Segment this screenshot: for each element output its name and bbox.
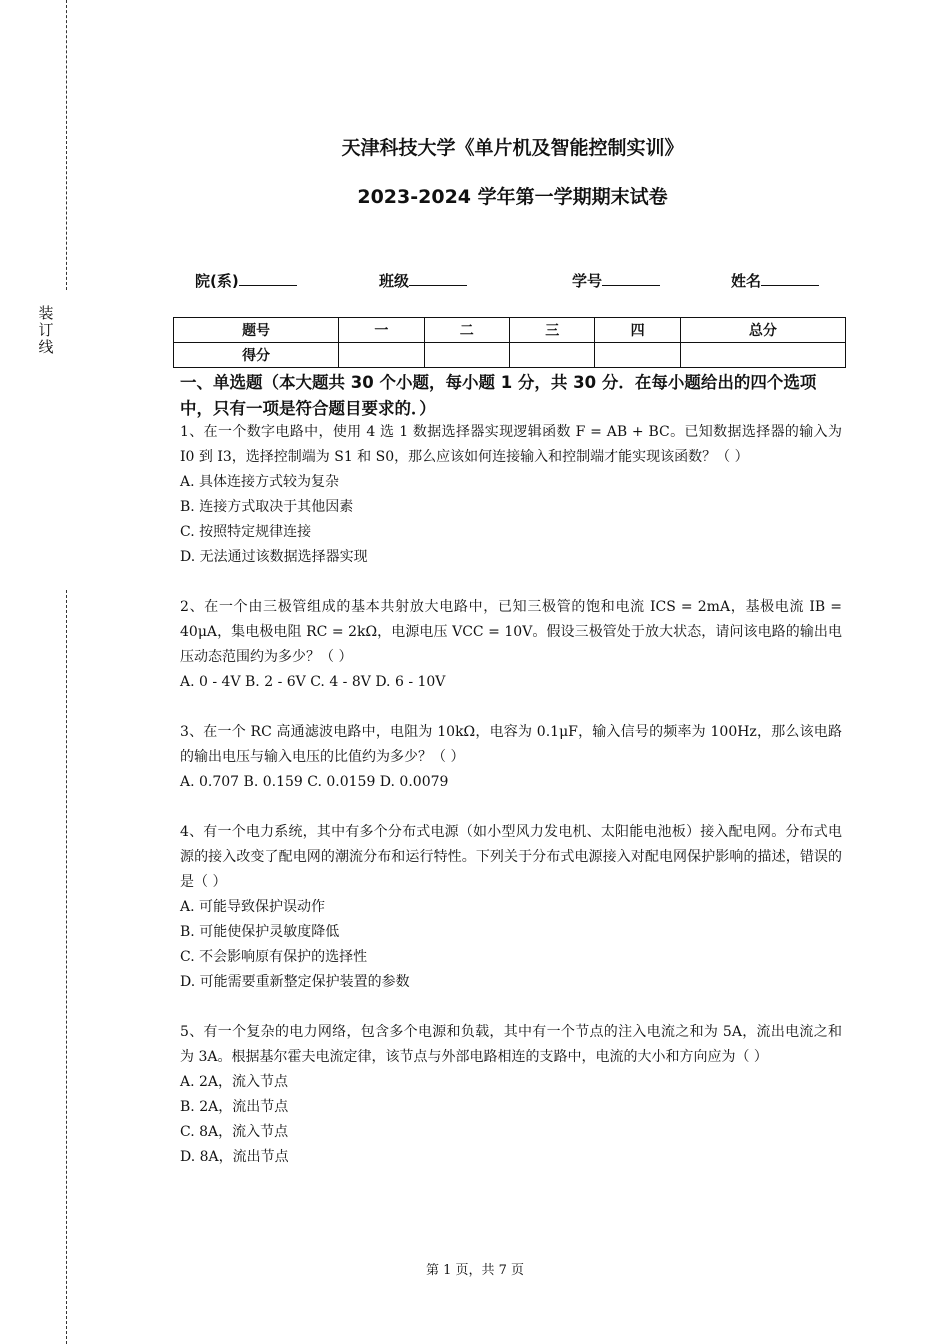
option: A. 可能导致保护误动作: [180, 899, 326, 915]
option: A. 具体连接方式较为复杂: [180, 474, 340, 490]
spacer: [180, 795, 842, 820]
class-label: 班级: [379, 272, 410, 290]
score-table-score-row: [174, 343, 846, 368]
option: D. 无法通过该数据选择器实现: [180, 549, 368, 565]
score-header-cell: 一: [339, 318, 424, 343]
section-heading: 一、单选题（本大题共 30 个小题，每小题 1 分，共 30 分．在每小题给出的四个选项中，只有一项是符合题目要求的．）: [180, 373, 817, 418]
student-info-row: [195, 270, 835, 292]
option: C. 8A，流入节点: [180, 1124, 289, 1140]
score-cell[interactable]: [680, 343, 845, 368]
score-row-label: 得分: [174, 343, 339, 368]
option: A. 0 - 4V B. 2 - 6V C. 4 - 8V D. 6 - 10V: [180, 674, 446, 690]
binding-line-top: [66, 0, 67, 290]
exam-subtitle: 2023-2024 学年第一学期期末试卷: [357, 186, 668, 208]
score-header-cell: 三: [509, 318, 594, 343]
questions-body: [180, 420, 842, 1170]
binding-char: 订: [38, 321, 54, 339]
option: B. 连接方式取决于其他因素: [180, 499, 354, 515]
score-header-cell: 总分: [680, 318, 845, 343]
question-stem: 5、有一个复杂的电力网络，包含多个电源和负载，其中有一个节点的注入电流之和为 5A，流出电流之和为 3A。根据基尔霍夫电流定律，该节点与外部电路相连的支路中，电流的大小和方向应为（ ）: [180, 1024, 842, 1065]
college-field[interactable]: [195, 270, 297, 291]
question-stem: 4、有一个电力系统，其中有多个分布式电源（如小型风力发电机、太阳能电池板）接入配电网。分布式电源的接入改变了配电网的潮流分布和运行特性。下列关于分布式电源接入对配电网保护影响的描述，错误的是（ ）: [180, 824, 842, 890]
option: C. 按照特定规律连接: [180, 524, 312, 540]
binding-line-bottom: [66, 590, 67, 1344]
binding-char: 装: [38, 304, 54, 322]
spacer: [180, 695, 842, 720]
binding-char: 线: [38, 338, 54, 356]
page-footer: 第 1 页，共 7 页: [425, 1263, 525, 1278]
student-id-field[interactable]: [572, 270, 660, 291]
student-id-label: 学号: [572, 272, 603, 290]
score-header-cell: 题号: [174, 318, 339, 343]
score-cell[interactable]: [595, 343, 680, 368]
spacer: [180, 570, 842, 595]
binding-label: [38, 305, 54, 356]
name-field[interactable]: [731, 270, 819, 291]
option: C. 不会影响原有保护的选择性: [180, 949, 368, 965]
class-field[interactable]: [379, 270, 467, 291]
option: D. 可能需要重新整定保护装置的参数: [180, 974, 410, 990]
spacer: [180, 995, 842, 1020]
college-blank[interactable]: [239, 271, 297, 286]
question-stem: 3、在一个 RC 高通滤波电路中，电阻为 10kΩ，电容为 0.1μF，输入信号的频率为 100Hz，那么该电路的输出电压与输入电压的比值约为多少？（ ）: [180, 724, 842, 765]
option: A. 2A，流入节点: [180, 1074, 289, 1090]
name-blank[interactable]: [761, 271, 819, 286]
score-cell[interactable]: [339, 343, 424, 368]
question-stem: 1、在一个数字电路中，使用 4 选 1 数据选择器实现逻辑函数 F = AB + BC。已知数据选择器的输入为 I0 到 I3，选择控制端为 S1 和 S0，那么应该如何连接输入和控制端才能实现该函数？（ ）: [180, 424, 842, 465]
name-label: 姓名: [731, 272, 762, 290]
student-id-blank[interactable]: [602, 271, 660, 286]
option: B. 2A，流出节点: [180, 1099, 289, 1115]
score-cell[interactable]: [424, 343, 509, 368]
score-header-cell: 四: [595, 318, 680, 343]
exam-title: 天津科技大学《单片机及智能控制实训》: [341, 137, 684, 159]
college-label: 院(系): [195, 272, 239, 290]
question-stem: 2、在一个由三极管组成的基本共射放大电路中，已知三极管的饱和电流 ICS = 2mA，基极电流 IB = 40μA，集电极电阻 RC = 2kΩ，电源电压 VCC = 10V。假设三极管处于放大状态，请问该电路的输出电压动态范围约为多少？（ ）: [180, 599, 842, 665]
score-header-cell: 二: [424, 318, 509, 343]
score-table-header-row: [174, 318, 846, 343]
option: B. 可能使保护灵敏度降低: [180, 924, 340, 940]
score-cell[interactable]: [509, 343, 594, 368]
score-table: [173, 317, 846, 368]
class-blank[interactable]: [409, 271, 467, 286]
option: D. 8A，流出节点: [180, 1149, 289, 1165]
option: A. 0.707 B. 0.159 C. 0.0159 D. 0.0079: [180, 774, 449, 790]
